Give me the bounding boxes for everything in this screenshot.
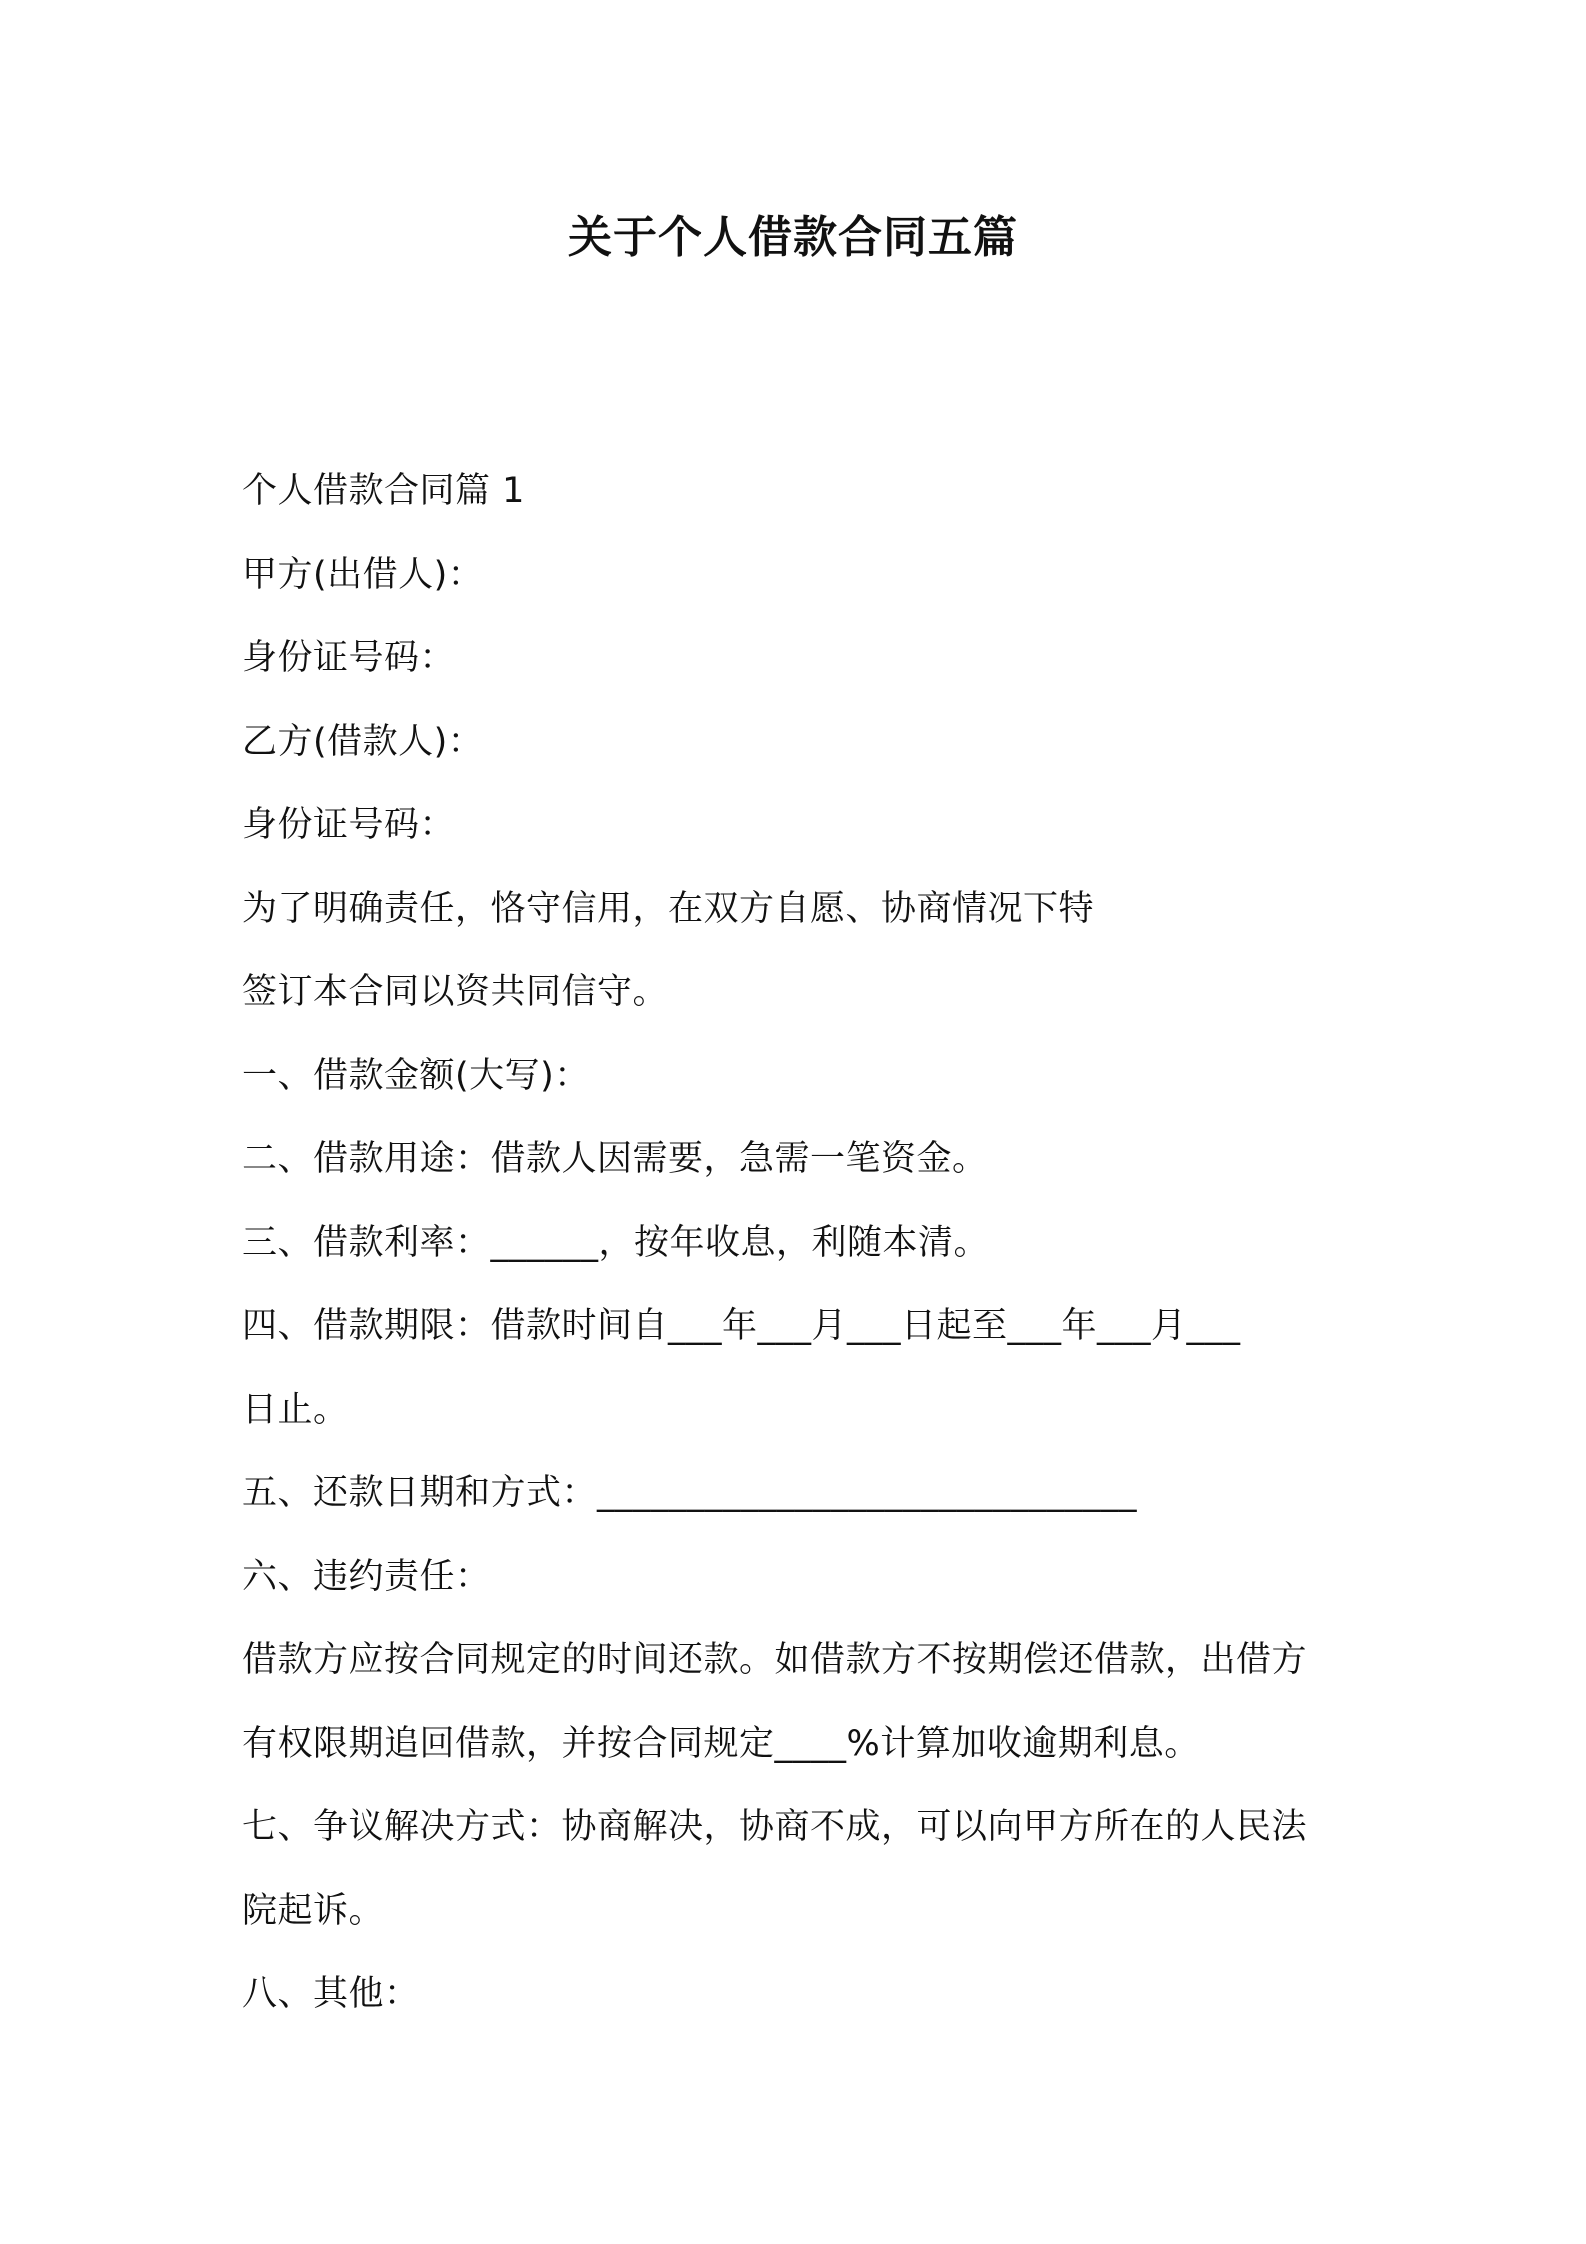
- lender-id-field: 身份证号码：: [242, 638, 456, 678]
- clause-other: 八、其他：: [242, 1974, 420, 2014]
- section-heading: 个人借款合同篇 1: [242, 471, 525, 511]
- clause-breach-heading: 六、违约责任：: [242, 1556, 491, 1597]
- document-body: [242, 450, 1362, 2037]
- clause-repayment: 五、还款日期和方式：______________________________: [242, 1473, 1138, 1513]
- document-title: 关于个人借款合同五篇: [568, 212, 1018, 263]
- clause-interest-rate: 三、借款利率：______，按年收息，利随本清。: [242, 1222, 990, 1263]
- preamble-line-2: 签订本合同以资共同信守。: [242, 972, 669, 1012]
- clause-dispute-2: 院起诉。: [242, 1890, 385, 1931]
- clause-breach-text-1: 借款方应按合同规定的时间还款。如借款方不按期偿还借款，出借方: [242, 1640, 1308, 1680]
- clause-breach-text-2: 有权限期追回借款，并按合同规定____%计算加收逾期利息。: [242, 1723, 1200, 1764]
- lender-field: 甲方(出借人)：: [242, 554, 484, 595]
- clause-loan-term: 四、借款期限：借款时间自___年___月___日起至___年___月___: [242, 1306, 1241, 1346]
- clause-loan-amount: 一、借款金额(大写)：: [242, 1055, 590, 1096]
- clause-dispute-1: 七、争议解决方式：协商解决，协商不成，可以向甲方所在的人民法: [242, 1807, 1308, 1847]
- preamble-line-1: 为了明确责任，恪守信用，在双方自愿、协商情况下特: [242, 888, 1095, 929]
- borrower-id-field: 身份证号码：: [242, 805, 456, 845]
- clause-loan-term-cont: 日止。: [242, 1389, 349, 1430]
- clause-loan-purpose: 二、借款用途：借款人因需要，急需一笔资金。: [242, 1139, 988, 1179]
- borrower-field: 乙方(借款人)：: [242, 721, 484, 762]
